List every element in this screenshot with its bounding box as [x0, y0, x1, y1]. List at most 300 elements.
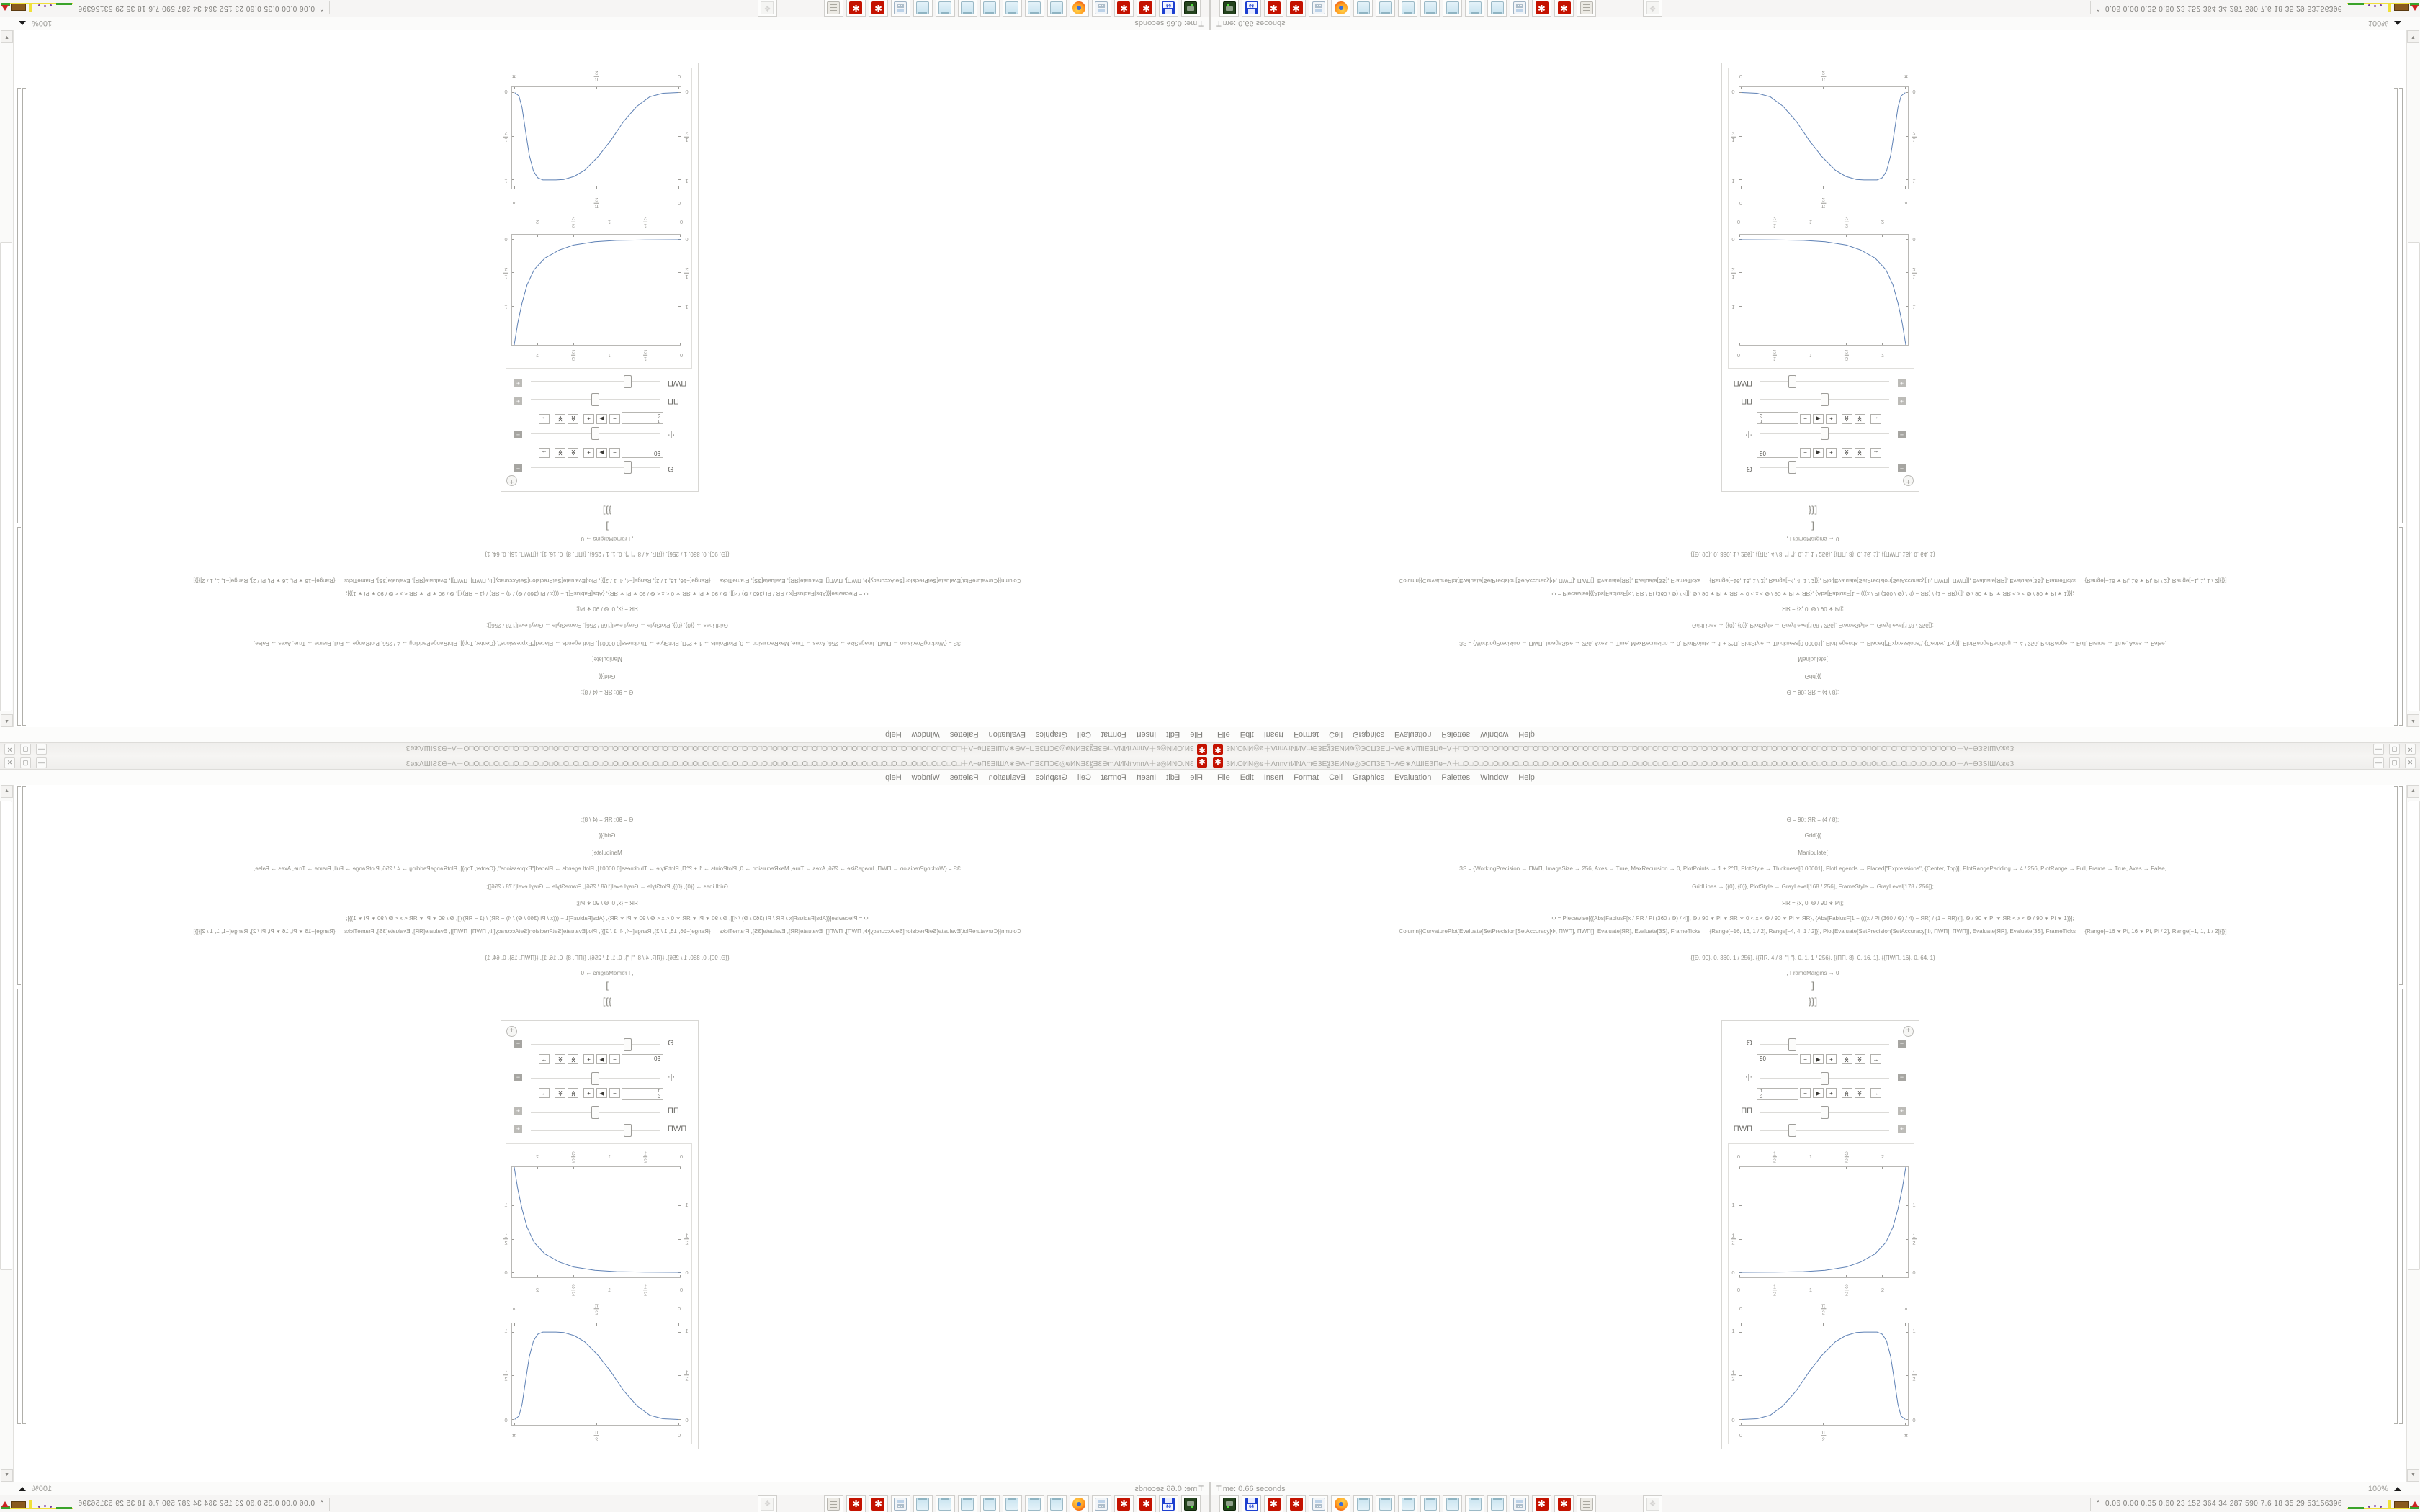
minimize-button[interactable]: — [36, 757, 47, 768]
slider-track[interactable] [531, 381, 660, 382]
close-button[interactable]: ✕ [2405, 757, 2416, 768]
slower-button[interactable]: − [609, 1088, 620, 1098]
slider-thumb[interactable] [1821, 1072, 1829, 1085]
taskbar-button-pad[interactable] [1398, 1495, 1417, 1512]
direction-button[interactable]: → [1870, 448, 1881, 458]
step-up-button[interactable]: ≫ [568, 448, 578, 458]
system-tray [2090, 1495, 2420, 1512]
value-field[interactable]: 90 [622, 1054, 663, 1063]
taskbar-button-pad[interactable] [1487, 0, 1507, 17]
slower-button[interactable]: − [1800, 1088, 1811, 1098]
taskbar-button-ghost[interactable] [1643, 1495, 1662, 1512]
slower-button[interactable]: − [609, 414, 620, 424]
taskbar-button-pad[interactable] [1025, 0, 1044, 17]
taskbar-button-pad[interactable] [1003, 0, 1022, 17]
taskbar-button-calc[interactable] [891, 0, 910, 17]
taskbar-button-drive[interactable] [1181, 1495, 1201, 1512]
cell-bracket-group[interactable] [22, 786, 23, 1424]
step-down-button[interactable]: ≫ [555, 1054, 565, 1064]
step-down-button[interactable]: ≫ [1855, 414, 1865, 424]
taskbar-button-gear[interactable] [1554, 0, 1574, 17]
taskbar-button-gear[interactable] [1264, 0, 1283, 17]
taskbar-button-pad[interactable] [1443, 0, 1462, 17]
taskbar-button-pad[interactable] [1487, 1495, 1507, 1512]
tick-fraction: $\frac{1}{2}$ [1773, 1283, 1777, 1297]
slider-track[interactable] [1760, 381, 1889, 382]
menu-item-insert[interactable]: Insert [1263, 773, 1284, 782]
restore-button[interactable]: ▢ [2389, 757, 2400, 768]
slider-expand-button[interactable]: + [1898, 379, 1906, 387]
taskbar-button-firefox[interactable] [1331, 1495, 1350, 1512]
cell-bracket-group[interactable] [2397, 786, 2398, 1424]
scroll-down-arrow[interactable]: ▼ [2407, 1469, 2419, 1482]
tray-collapse-icon[interactable]: ⌃ [2095, 5, 2101, 12]
faster-button[interactable]: + [583, 414, 594, 424]
value-field[interactable] [622, 412, 663, 424]
scroll-up-arrow[interactable]: ▲ [1, 714, 13, 727]
cell-bracket-input[interactable] [17, 786, 18, 985]
tick-label [1909, 130, 1919, 143]
step-down-button[interactable]: ≫ [555, 1088, 565, 1098]
slider-thumb[interactable] [1788, 1038, 1796, 1051]
window-titlebar[interactable] [0, 756, 1210, 770]
scroll-down-arrow[interactable]: ▼ [2407, 30, 2419, 43]
step-up-button[interactable]: ≫ [1842, 414, 1852, 424]
step-up-button[interactable]: ≫ [1842, 1088, 1852, 1098]
scrollbar-thumb[interactable] [2408, 242, 2420, 711]
manipulate-menu-button[interactable]: + [1903, 475, 1914, 486]
faster-button[interactable]: + [1826, 1088, 1837, 1098]
slider-thumb[interactable] [591, 1072, 599, 1085]
taskbar-button-calc[interactable] [891, 1495, 910, 1512]
menu-item-edit[interactable]: Edit [1166, 730, 1180, 739]
taskbar-button-pad[interactable] [1353, 0, 1373, 17]
gear-icon: ✱ [850, 1, 863, 14]
menu-item-insert[interactable]: Insert [1263, 730, 1284, 739]
cell-bracket-group[interactable] [22, 88, 23, 726]
taskbar-button-gear[interactable] [846, 1495, 866, 1512]
slider-track[interactable] [1760, 433, 1889, 434]
faster-button[interactable]: + [1826, 448, 1837, 458]
taskbar-button-firefox[interactable] [1070, 1495, 1089, 1512]
taskbar-button-gear[interactable] [1137, 0, 1156, 17]
slider-thumb[interactable] [1788, 375, 1796, 388]
menu-item-evaluation[interactable]: Evaluation [988, 730, 1026, 739]
menu-item-graphics[interactable]: Graphics [1353, 730, 1385, 739]
slider-expand-button[interactable]: + [514, 397, 522, 405]
slider-thumb[interactable] [591, 393, 599, 406]
play-button[interactable]: ▶ [1813, 1088, 1824, 1098]
slider-thumb[interactable] [624, 1124, 632, 1137]
manipulate-menu-button[interactable]: + [1903, 1026, 1914, 1037]
menu-item-file[interactable]: File [1190, 773, 1203, 782]
direction-button[interactable]: → [1870, 414, 1881, 424]
magnification-value[interactable]: 100% [32, 19, 53, 28]
taskbar-button-pad[interactable] [936, 1495, 955, 1512]
value-field[interactable]: 90 [1757, 1054, 1798, 1063]
taskbar-button-gear[interactable] [869, 1495, 888, 1512]
fraction-denominator: 2 [1760, 1095, 1763, 1099]
taskbar-button-gear[interactable] [1286, 1495, 1306, 1512]
scroll-up-arrow[interactable]: ▲ [2407, 714, 2419, 727]
step-up-button[interactable]: ≫ [568, 414, 578, 424]
taskbar-button-floppy64[interactable] [1159, 0, 1178, 17]
menu-items [1217, 731, 1535, 739]
slider-expand-button[interactable]: + [514, 1125, 522, 1133]
value-field[interactable] [1757, 412, 1798, 424]
menu-item-format[interactable]: Format [1294, 730, 1319, 739]
taskbar-button-pad[interactable] [958, 0, 977, 17]
slider-track[interactable] [531, 1044, 660, 1045]
notebook-area[interactable] [1210, 785, 2420, 1482]
play-button[interactable]: ▶ [596, 448, 607, 458]
cell-bracket-output[interactable] [17, 88, 18, 523]
menu-item-window[interactable]: Window [911, 730, 940, 739]
tick-label: 1 [1912, 177, 1916, 184]
magnification-value[interactable]: 100% [2367, 1484, 2388, 1493]
taskbar-button-pad[interactable] [1047, 0, 1067, 17]
slider-collapse-button[interactable]: − [514, 1074, 522, 1081]
scrollbar-thumb[interactable] [0, 242, 12, 711]
cell-bracket-input[interactable] [2402, 527, 2403, 726]
taskbar-button-ghost[interactable] [1643, 0, 1662, 17]
play-button[interactable]: ▶ [1813, 1054, 1824, 1064]
menu-item-palettes[interactable]: Palettes [949, 773, 979, 782]
menu-item-edit[interactable]: Edit [1240, 730, 1254, 739]
function-plot [1729, 1144, 1914, 1444]
slider-thumb[interactable] [624, 461, 632, 474]
taskbar-button-pad[interactable] [936, 0, 955, 17]
slider-expand-button[interactable]: + [1898, 1125, 1906, 1133]
play-button[interactable]: ▶ [596, 1054, 607, 1064]
taskbar-button-floppy64[interactable] [1242, 0, 1261, 17]
slower-button[interactable]: − [609, 448, 620, 458]
slider-track[interactable] [1760, 399, 1889, 400]
direction-button[interactable]: → [539, 448, 550, 458]
menu-item-format[interactable]: Format [1294, 773, 1319, 782]
taskbar-button-gear[interactable] [1286, 0, 1306, 17]
menu-item-window[interactable]: Window [1480, 773, 1509, 782]
taskbar-button-calc[interactable] [1092, 1495, 1111, 1512]
scroll-down-arrow[interactable]: ▼ [1, 30, 13, 43]
magnification-menu-icon[interactable] [2394, 22, 2401, 26]
magnification-value[interactable]: 100% [2367, 19, 2388, 28]
tick-label: 0 [685, 235, 689, 243]
vertical-scrollbar[interactable] [0, 785, 14, 1482]
taskbar-button-pad[interactable] [1443, 1495, 1462, 1512]
slider-expand-button[interactable]: + [514, 1107, 522, 1115]
slider-track[interactable] [531, 1112, 660, 1113]
step-up-button[interactable]: ≫ [568, 1054, 578, 1064]
tray-collapse-icon[interactable]: ⌃ [2095, 1500, 2101, 1507]
taskbar-button-pad[interactable] [1376, 0, 1395, 17]
faster-button[interactable]: + [583, 1088, 594, 1098]
menu-item-graphics[interactable]: Graphics [1035, 730, 1067, 739]
taskbar-button-gear[interactable] [1532, 0, 1551, 17]
scroll-up-arrow[interactable]: ▲ [1, 785, 13, 798]
close-button[interactable]: ✕ [2405, 744, 2416, 755]
slider-track[interactable] [531, 467, 660, 468]
cell-bracket-input[interactable] [17, 527, 18, 726]
notebook-area[interactable] [0, 785, 1210, 1482]
taskbar-button-calc[interactable] [1309, 1495, 1328, 1512]
taskbar-button-calc[interactable] [1092, 0, 1111, 17]
pad-icon [1402, 1498, 1415, 1511]
faster-button[interactable]: + [1826, 414, 1837, 424]
menu-item-insert[interactable]: Insert [1136, 730, 1157, 739]
cell-bracket-group[interactable] [2397, 88, 2398, 726]
taskbar-button-scroll[interactable] [824, 1495, 843, 1512]
taskbar-button-pad[interactable] [958, 1495, 977, 1512]
menu-item-help[interactable]: Help [1518, 773, 1535, 782]
step-down-button[interactable]: ≫ [1855, 448, 1865, 458]
taskbar-button-gear[interactable] [1264, 1495, 1283, 1512]
slider-track[interactable] [1760, 1044, 1889, 1045]
slider-collapse-button[interactable]: − [514, 464, 522, 472]
scrollbar-thumb[interactable] [2408, 801, 2420, 1270]
play-button[interactable]: ▶ [1813, 448, 1824, 458]
menu-item-file[interactable]: File [1217, 773, 1230, 782]
manipulate-menu-button[interactable]: + [506, 475, 517, 486]
step-down-button[interactable]: ≫ [1855, 1088, 1865, 1098]
slider-expand-button[interactable]: + [514, 379, 522, 387]
minimize-button[interactable]: — [2373, 744, 2384, 755]
direction-button[interactable]: → [1870, 1054, 1881, 1064]
menu-item-cell[interactable]: Cell [1077, 730, 1091, 739]
magnification-value[interactable]: 100% [32, 1484, 53, 1493]
taskbar-button-pad[interactable] [1465, 0, 1484, 17]
cell-bracket-output[interactable] [17, 989, 18, 1424]
slider-thumb[interactable] [1788, 1124, 1796, 1137]
menu-item-graphics[interactable]: Graphics [1035, 773, 1067, 782]
taskbar-button-pad[interactable] [913, 0, 933, 17]
menu-item-help[interactable]: Help [885, 730, 902, 739]
value-field[interactable]: 90 [1757, 449, 1798, 458]
direction-button[interactable]: → [539, 1054, 550, 1064]
taskbar-button-pad[interactable] [1047, 1495, 1067, 1512]
direction-button[interactable]: → [539, 414, 550, 424]
taskbar-button-firefox[interactable] [1331, 0, 1350, 17]
menu-item-evaluation[interactable]: Evaluation [988, 773, 1026, 782]
notebook-area[interactable] [0, 30, 1210, 727]
slider-track[interactable] [531, 399, 660, 400]
step-down-button[interactable]: ≫ [555, 448, 565, 458]
slider-track[interactable] [531, 1078, 660, 1079]
slider-row-pp [501, 393, 698, 406]
play-button[interactable]: ▶ [596, 414, 607, 424]
taskbar-button-pad[interactable] [1003, 1495, 1022, 1512]
taskbar-button-gear[interactable] [1137, 1495, 1156, 1512]
step-up-button[interactable]: ≫ [568, 1088, 578, 1098]
taskbar-button-gear[interactable] [846, 0, 866, 17]
tick-label [1821, 197, 1826, 210]
slider-expand-button[interactable]: + [1898, 397, 1906, 405]
slider-thumb[interactable] [1788, 461, 1796, 474]
slider-thumb[interactable] [1821, 393, 1829, 406]
menu-item-cell[interactable]: Cell [1077, 773, 1091, 782]
tick-fraction: π 2 [1821, 70, 1826, 84]
menu-item-palettes[interactable]: Palettes [1441, 773, 1471, 782]
taskbar-button-drive[interactable] [1219, 0, 1239, 17]
taskbar-button-pad[interactable] [1398, 0, 1417, 17]
menu-item-cell[interactable]: Cell [1329, 773, 1343, 782]
tick-fraction: $\frac{1}{2}$ [1731, 1369, 1735, 1382]
taskbar-button-calc[interactable] [1510, 0, 1529, 17]
slider-thumb[interactable] [624, 1038, 632, 1051]
menu-item-help[interactable]: Help [885, 773, 902, 782]
taskbar-button-ghost[interactable] [758, 1495, 777, 1512]
slider-collapse-button[interactable]: − [514, 431, 522, 438]
spark-segment-1 [56, 4, 72, 6]
tray-collapse-icon[interactable]: ⌃ [319, 1500, 325, 1507]
direction-button[interactable]: → [539, 1088, 550, 1098]
step-up-button[interactable]: ≫ [1842, 1054, 1852, 1064]
taskbar-button-scroll[interactable] [1577, 0, 1596, 17]
menu-item-edit[interactable]: Edit [1240, 773, 1254, 782]
slider-expand-button[interactable]: + [1898, 1107, 1906, 1115]
slider-track[interactable] [1760, 1112, 1889, 1113]
spark-segment-6 [11, 1501, 26, 1508]
menu-item-file[interactable]: File [1190, 730, 1203, 739]
slider-thumb[interactable] [591, 427, 599, 440]
faster-button[interactable]: + [1826, 1054, 1837, 1064]
cell-bracket-output[interactable] [2402, 989, 2403, 1424]
slider-thumb[interactable] [1821, 1106, 1829, 1119]
taskbar-button-gear[interactable] [1554, 1495, 1574, 1512]
menu-item-evaluation[interactable]: Evaluation [1394, 730, 1432, 739]
taskbar-button-firefox[interactable] [1070, 0, 1089, 17]
restore-button[interactable]: ▢ [2389, 744, 2400, 755]
menu-item-palettes[interactable]: Palettes [949, 730, 979, 739]
manipulate-menu-button[interactable]: + [506, 1026, 517, 1037]
menu-item-graphics[interactable]: Graphics [1353, 773, 1385, 782]
slider-track[interactable] [1760, 467, 1889, 468]
cell-bracket-output[interactable] [2402, 88, 2403, 523]
notebook-area[interactable] [1210, 30, 2420, 727]
value-field[interactable] [1757, 1088, 1798, 1100]
taskbar-button-pad[interactable] [1420, 0, 1440, 17]
minimize-button[interactable]: — [2373, 757, 2384, 768]
window-titlebar[interactable] [1210, 756, 2420, 770]
vertical-scrollbar[interactable] [0, 30, 14, 727]
taskbar-button-floppy64[interactable] [1159, 1495, 1178, 1512]
menu-item-evaluation[interactable]: Evaluation [1394, 773, 1432, 782]
menu-item-cell[interactable]: Cell [1329, 730, 1343, 739]
taskbar-button-pad[interactable] [1376, 1495, 1395, 1512]
close-button[interactable]: ✕ [4, 757, 15, 768]
menu-item-window[interactable]: Window [1480, 730, 1509, 739]
slider-thumb[interactable] [591, 1106, 599, 1119]
direction-button[interactable]: → [1870, 1088, 1881, 1098]
taskbar-button-pad[interactable] [1420, 1495, 1440, 1512]
taskbar-button-pad[interactable] [980, 1495, 1000, 1512]
play-button[interactable]: ▶ [1813, 414, 1824, 424]
tick-fraction: $\frac{1}{2}$ [504, 1369, 508, 1382]
taskbar-button-calc[interactable] [1309, 0, 1328, 17]
slider-thumb[interactable] [1821, 427, 1829, 440]
faster-button[interactable]: + [583, 448, 594, 458]
play-button[interactable]: ▶ [596, 1088, 607, 1098]
slider-collapse-button[interactable]: − [1898, 431, 1906, 438]
vertical-scrollbar[interactable] [2406, 785, 2420, 1482]
magnification-menu-icon[interactable] [19, 1487, 26, 1491]
slider-track[interactable] [531, 433, 660, 434]
magnification-menu-icon[interactable] [2394, 1487, 2401, 1491]
slider-collapse-button[interactable]: − [1898, 1040, 1906, 1048]
taskbar-button-calc[interactable] [1510, 1495, 1529, 1512]
slider-collapse-button[interactable]: − [1898, 464, 1906, 472]
taskbar-button-drive[interactable] [1219, 1495, 1239, 1512]
slower-button[interactable]: − [609, 1054, 620, 1064]
menu-item-help[interactable]: Help [1518, 730, 1535, 739]
menu-item-palettes[interactable]: Palettes [1441, 730, 1471, 739]
taskbar-button-pad[interactable] [1465, 1495, 1484, 1512]
tray-collapse-icon[interactable]: ⌃ [319, 5, 325, 12]
window-titlebar[interactable] [1210, 742, 2420, 756]
taskbar-button-pad[interactable] [980, 0, 1000, 17]
taskbar-button-drive[interactable] [1181, 0, 1201, 17]
slider-thumb[interactable] [624, 375, 632, 388]
restore-button[interactable]: ▢ [20, 757, 31, 768]
code-line-8: {{Ѳ, 90}, 0, 360, 1 / 256}, {{ЯR, 4 / 8, "|·"}, 0, 1, 1 / 256}, {{ПП, 8}, 0, 16, 1}, {{ПWП, 16}, 0, 64, 1} [1690, 551, 1935, 557]
taskbar-button-gear[interactable] [869, 0, 888, 17]
magnification-menu-icon[interactable] [19, 22, 26, 26]
menu-item-format[interactable]: Format [1101, 773, 1126, 782]
taskbar-button-gear[interactable] [1532, 1495, 1551, 1512]
slider-collapse-button[interactable]: − [1898, 1074, 1906, 1081]
taskbar-button-scroll[interactable] [824, 0, 843, 17]
taskbar-button-gear[interactable] [1114, 0, 1134, 17]
code-line-2: Manipulate[ [1798, 656, 1828, 662]
scrollbar-thumb[interactable] [0, 801, 12, 1270]
slider-track[interactable] [1760, 1078, 1889, 1079]
faster-button[interactable]: + [583, 1054, 594, 1064]
minimize-button[interactable]: — [36, 744, 47, 755]
value-field[interactable]: 90 [622, 449, 663, 458]
restore-button[interactable]: ▢ [20, 744, 31, 755]
menu-item-window[interactable]: Window [911, 773, 940, 782]
cell-bracket-input[interactable] [2402, 786, 2403, 985]
menu-item-insert[interactable]: Insert [1136, 773, 1157, 782]
taskbar-button-pad[interactable] [913, 1495, 933, 1512]
value-field[interactable] [622, 1088, 663, 1100]
step-down-button[interactable]: ≫ [1855, 1054, 1865, 1064]
slower-button[interactable]: − [1800, 414, 1811, 424]
menu-item-file[interactable]: File [1217, 730, 1230, 739]
taskbar-button-pad[interactable] [1025, 1495, 1044, 1512]
menu-item-format[interactable]: Format [1101, 730, 1126, 739]
slower-button[interactable]: − [1800, 448, 1811, 458]
scroll-up-arrow[interactable]: ▲ [2407, 785, 2419, 798]
taskbar-button-ghost[interactable] [758, 0, 777, 17]
slider-track[interactable] [531, 1130, 660, 1131]
scroll-down-arrow[interactable]: ▼ [1, 1469, 13, 1482]
slider-collapse-button[interactable]: − [514, 1040, 522, 1048]
close-button[interactable]: ✕ [4, 744, 15, 755]
vertical-scrollbar[interactable] [2406, 30, 2420, 727]
taskbar-button-gear[interactable] [1114, 1495, 1134, 1512]
menu-item-edit[interactable]: Edit [1166, 773, 1180, 782]
taskbar-button-scroll[interactable] [1577, 1495, 1596, 1512]
step-up-button[interactable]: ≫ [1842, 448, 1852, 458]
slider-track[interactable] [1760, 1130, 1889, 1131]
slower-button[interactable]: − [1800, 1054, 1811, 1064]
step-down-button[interactable]: ≫ [555, 414, 565, 424]
taskbar-button-floppy64[interactable] [1242, 1495, 1261, 1512]
code-line-8: {{Ѳ, 90}, 0, 360, 1 / 256}, {{ЯR, 4 / 8, "|·"}, 0, 1, 1 / 256}, {{ПП, 8}, 0, 16, 1}, {{ПWП, 16}, 0, 64, 1} [485, 955, 730, 961]
window-titlebar[interactable] [0, 742, 1210, 756]
taskbar-button-pad[interactable] [1353, 1495, 1373, 1512]
